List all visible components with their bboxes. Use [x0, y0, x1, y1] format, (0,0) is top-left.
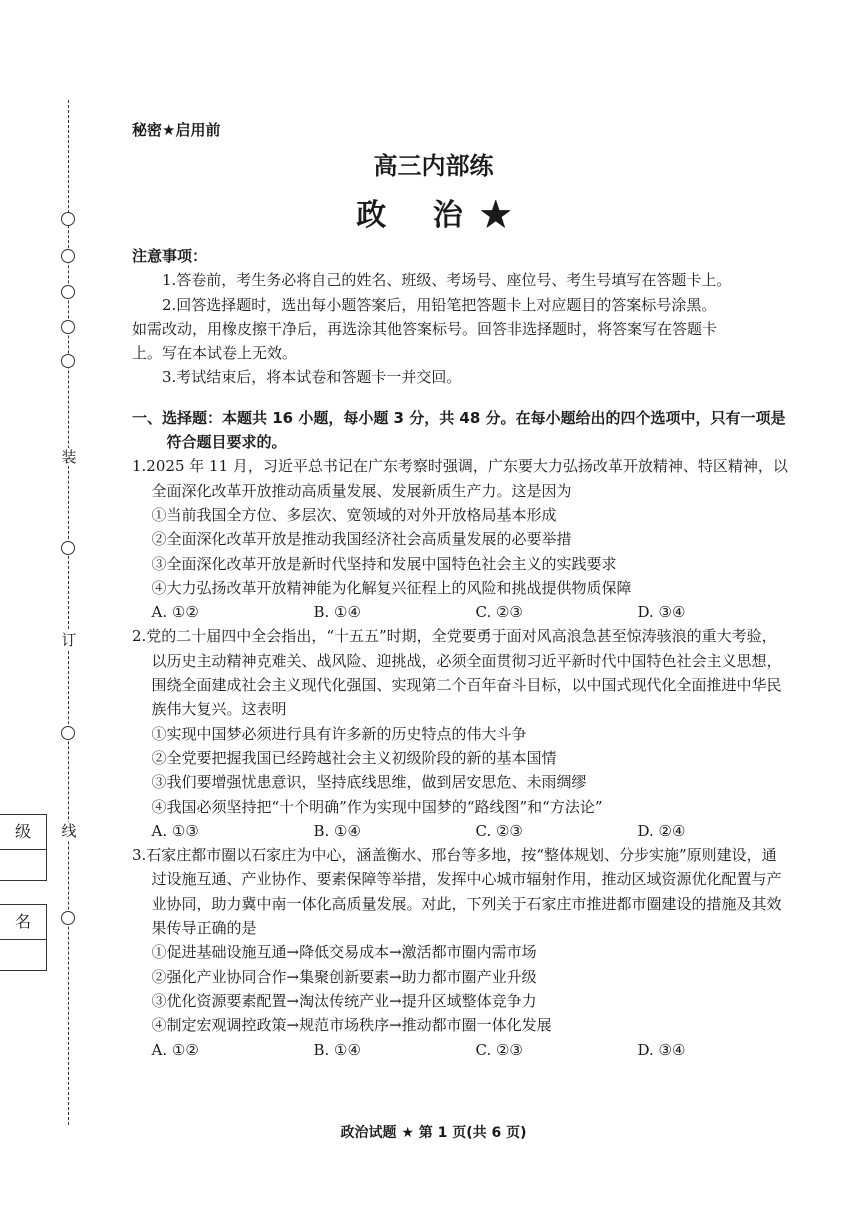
question-option: ③全面深化改革开放是新时代坚持和发展中国特色社会主义的实践要求: [151, 554, 617, 573]
question-2: [132, 624, 790, 843]
binding-hole: [61, 541, 75, 555]
question-3: [132, 843, 790, 1062]
subject-title: 政 治★: [356, 198, 529, 233]
notice-item: 2.回答选择题时，选出每小题答案后，用铅笔把答题卡上对应题目的答案标号涂黑。: [162, 295, 717, 314]
question-option: ②全面深化改革开放是推动我国经济社会高质量发展的必要举措: [151, 530, 572, 549]
notice-block: [132, 244, 790, 390]
question-option: ③优化资源要素配置→淘汰传统产业→提升区域整体竞争力: [151, 991, 537, 1010]
question-option: ③我们要增强忧患意识，坚持底线思维，做到居安思危、未雨绸缪: [151, 773, 587, 792]
choice-c: C. ②③: [475, 603, 523, 622]
answer-choices: [132, 600, 790, 624]
answer-choices: [132, 1038, 790, 1062]
choice-d: D. ③④: [637, 1040, 686, 1059]
notice-heading: 注意事项：: [132, 247, 208, 265]
question-option: ④制定宏观调控政策→规范市场秩序→推动都市圈一体化发展: [151, 1016, 552, 1035]
binding-char-xian: 线: [61, 822, 77, 840]
question-stem: 3.石家庄都市圈以石家庄为中心，涵盖衡水、邢台等多地，按“整体规划、分步实施”原则建设，通过设施互通、产业协作、要素保障等举措，发挥中心城市辐射作用，推动区域资源优化配置与产业协同，助力冀中南一体化高质量发展。对此，下列关于石家庄市推进都市圈建设的措施及其效果传导正确的是: [132, 846, 782, 938]
choice-d: D. ②④: [637, 821, 686, 840]
answer-choices: [132, 819, 790, 843]
name-blank: [0, 940, 46, 970]
question-option: ①实现中国梦必须进行具有许多新的历史特点的伟大斗争: [151, 724, 527, 743]
question-option: ②全党要把握我国已经跨越社会主义初级阶段的新的基本国情: [151, 748, 557, 767]
binding-hole: [61, 320, 75, 334]
choice-d: D. ③④: [637, 603, 686, 622]
exam-title: 高三内部练: [373, 151, 494, 180]
question-option: ②强化产业协同合作→集聚创新要素→助力都市圈产业升级: [151, 967, 537, 986]
binding-hole: [61, 726, 75, 740]
binding-hole: [61, 249, 75, 263]
choice-b: B. ①④: [313, 821, 361, 840]
choice-b: B. ①④: [313, 1040, 361, 1059]
question-option: ①当前我国全方位、多层次、宽领域的对外开放格局基本形成: [151, 505, 557, 524]
page-content: [132, 244, 790, 1062]
choice-a: A. ①②: [151, 1040, 199, 1059]
class-field-box: [0, 814, 47, 881]
section-heading: 一、选择题：本题共 16 小题，每小题 3 分，共 48 分。在每小题给出的四个选项中，只有一项是符合题目要求的。: [132, 408, 786, 452]
choice-c: C. ②③: [475, 1040, 523, 1059]
binding-hole: [61, 285, 75, 299]
binding-hole: [61, 911, 75, 925]
page-footer: 政治试题 ★ 第 1 页(共 6 页): [340, 1125, 527, 1141]
class-label: 级: [0, 815, 46, 850]
notice-item-cont: 上。写在本试卷上无效。: [132, 344, 298, 363]
binding-char-zhuang: 装: [61, 448, 77, 466]
notice-item: 1.答卷前，考生务必将自己的姓名、班级、考场号、座位号、考生号填写在答题卡上。: [162, 271, 732, 290]
question-option: ④大力弘扬改革开放精神能为化解复兴征程上的风险和挑战提供物质保障: [151, 578, 632, 597]
question-option: ④我国必须坚持把“十个明确”作为实现中国梦的“路线图”和“方法论”: [151, 797, 603, 816]
choice-a: A. ①③: [151, 821, 199, 840]
question-stem: 2.党的二十届四中全会指出，“十五五”时期，全党要勇于面对风高浪急甚至惊涛骇浪的重大考验，以历史主动精神克难关、战风险、迎挑战，必须全面贯彻习近平新时代中国特色社会主义思想，围绕全面建成社会主义现代化强国、实现第二个百年奋斗目标，以中国式现代化全面推进中华民族伟大复兴。这表明: [132, 627, 782, 719]
name-field-box: [0, 904, 47, 971]
name-label: 名: [0, 905, 46, 940]
question-stem: 1.2025 年 11 月，习近平总书记在广东考察时强调，广东要大力弘扬改革开放精神、特区精神，以全面深化改革开放推动高质量发展、发展新质生产力。这是因为: [132, 457, 788, 500]
notice-item-cont: 如需改动，用橡皮擦干净后，再选涂其他答案标号。回答非选择题时，将答案写在答题卡: [132, 319, 718, 338]
notice-item: 3.考试结束后，将本试卷和答题卡一并交回。: [162, 368, 462, 387]
class-blank: [0, 850, 46, 880]
binding-char-ding: 订: [61, 631, 77, 649]
question-1: [132, 454, 790, 624]
secret-mark: 秘密★启用前: [132, 121, 221, 139]
question-option: ①促进基础设施互通→降低交易成本→激活都市圈内需市场: [151, 943, 537, 962]
binding-hole: [61, 354, 75, 368]
choice-a: A. ①②: [151, 603, 199, 622]
choice-b: B. ①④: [313, 603, 361, 622]
choice-c: C. ②③: [475, 821, 523, 840]
